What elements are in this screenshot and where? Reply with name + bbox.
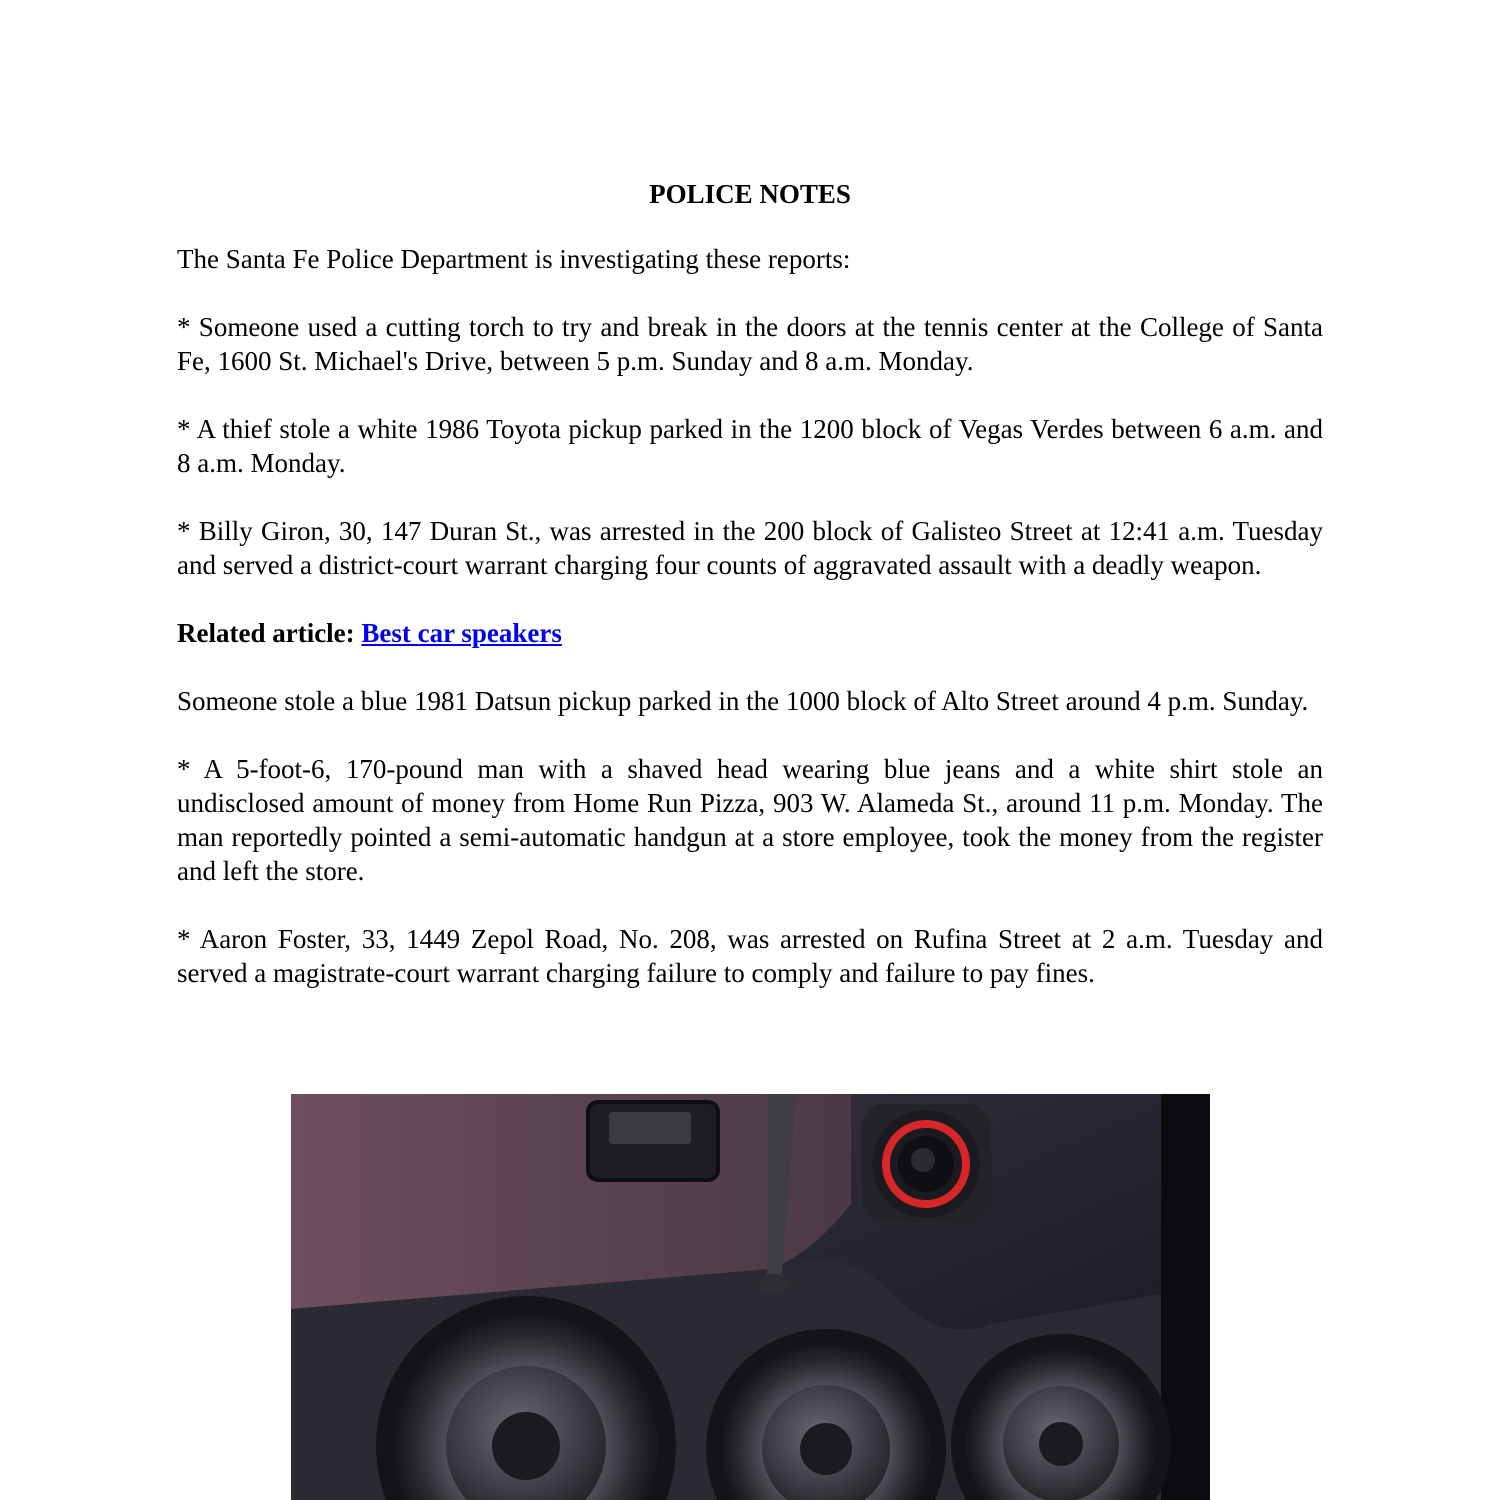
related-article-label: Related article: bbox=[177, 618, 355, 648]
car-door-speakers-illustration bbox=[291, 1094, 1210, 1500]
intro-paragraph: The Santa Fe Police Department is investigating these reports: bbox=[177, 244, 851, 274]
report-item: * Aaron Foster, 33, 1449 Zepol Road, No. 208, was arrested on Rufina Street at 2 a.m. Tuesday and served a magistrate-court warrant charging failure to comply and failure to pay fines. bbox=[177, 924, 1323, 988]
report-item: * Someone used a cutting torch to try and break in the doors at the tennis center at the College of Santa Fe, 1600 St. Michael's Drive, between 5 p.m. Sunday and 8 a.m. Monday. bbox=[177, 312, 1323, 376]
related-article-link[interactable]: Best car speakers bbox=[361, 618, 562, 648]
page-title: POLICE NOTES bbox=[649, 179, 851, 209]
report-item: Someone stole a blue 1981 Datsun pickup parked in the 1000 block of Alto Street around 4 p.m. Sunday. bbox=[177, 686, 1309, 716]
document-page bbox=[177, 174, 1323, 1024]
related-article bbox=[177, 616, 1323, 650]
report-item: * A 5-foot-6, 170-pound man with a shaved head wearing blue jeans and a white shirt stole an undisclosed amount of money from Home Run Pizza, 903 W. Alameda St., around 11 p.m. Monday. The man reportedly pointed a semi-automatic handgun at a store employee, took the money from the register and left the store. bbox=[177, 754, 1323, 886]
report-item: * A thief stole a white 1986 Toyota pickup parked in the 1200 block of Vegas Verdes between 6 a.m. and 8 a.m. Monday. bbox=[177, 414, 1323, 478]
report-item: * Billy Giron, 30, 147 Duran St., was arrested in the 200 block of Galisteo Street at 12:41 a.m. Tuesday and served a district-court warrant charging four counts of aggravated assault with a deadly weapon. bbox=[177, 516, 1323, 580]
car-speakers-photo bbox=[291, 1094, 1210, 1500]
